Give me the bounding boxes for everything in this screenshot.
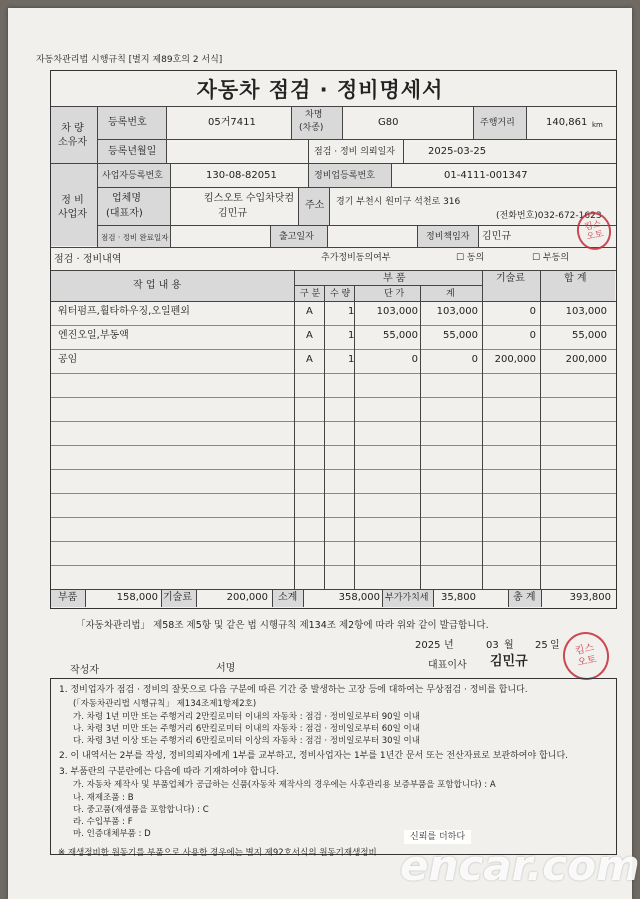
table-rule xyxy=(51,397,616,398)
model-label: 차명 xyxy=(305,110,323,120)
row-qty: 1 xyxy=(348,306,355,317)
note-line: 3. 부품란의 구분란에는 다음에 따라 기재하여야 합니다. xyxy=(59,767,279,777)
row-labor: 0 xyxy=(529,330,536,341)
table-rule xyxy=(51,373,616,374)
note-line: 라. 수입부품 : F xyxy=(73,817,133,827)
shopno-label: 정비업등록번호 xyxy=(314,171,375,181)
row-labor: 200,000 xyxy=(494,354,536,365)
release-date-label: 출고일자 xyxy=(279,232,314,242)
note-line: 마. 인증대체부품 : D xyxy=(73,829,151,839)
table-rule xyxy=(51,565,616,566)
header-type: 구 분 xyxy=(300,289,321,299)
date-year-unit: 년 xyxy=(444,640,454,651)
extra-consent-label: 추가정비동의여부 xyxy=(321,253,391,263)
address-label: 주소 xyxy=(305,200,325,211)
date-month-unit: 월 xyxy=(504,640,514,651)
bizno-label: 사업자등록번호 xyxy=(102,171,163,181)
note-line: 1. 정비업자가 점검 · 정비의 잘못으로 다음 구분에 따른 기간 중 발생하는 고장 등에 대하여는 무상점검 · 정비를 합니다. xyxy=(59,685,528,695)
model-value: G80 xyxy=(378,117,399,128)
row-total: 200,000 xyxy=(565,354,607,365)
company-label: 업체명 xyxy=(112,193,141,204)
header-labor: 기술료 xyxy=(496,273,525,284)
note-line: 다. 차령 3년 이상 또는 주행거리 6만킬로미터 이상의 자동차 : 점검 · 정비일로부터 30일 이내 xyxy=(73,736,420,746)
company-seal-stamp: 킴스 오토 xyxy=(573,209,614,253)
summary-total-value: 393,800 xyxy=(569,592,611,603)
inspection-form-sheet xyxy=(8,8,632,899)
date-day-unit: 일 xyxy=(550,640,560,651)
phone-value: (전화번호)032-672-1623 xyxy=(496,211,602,221)
row-total: 55,000 xyxy=(572,330,607,341)
form-caption: 자동차관리법 시행규칙 [별지 제89호의 2 서식] xyxy=(36,55,223,65)
bizno-value: 130-08-82051 xyxy=(206,170,277,181)
owner-section-label: 차 량 소유자 xyxy=(58,123,87,148)
writer-sign-label: 서명 xyxy=(216,663,236,674)
shopno-value: 01-4111-001347 xyxy=(444,170,528,181)
manager-value: 김민규 xyxy=(482,231,511,242)
summary-subtotal-value: 358,000 xyxy=(338,592,380,603)
summary-subtotal-label: 소계 xyxy=(278,592,298,603)
row-subtotal: 0 xyxy=(471,354,478,365)
table-rule xyxy=(51,517,616,518)
header-qty: 수 량 xyxy=(330,289,351,299)
row-unit-price: 55,000 xyxy=(383,330,418,341)
row-qty: 1 xyxy=(348,330,355,341)
header-parts: 부 품 xyxy=(383,273,406,284)
manager-label: 정비책임자 xyxy=(426,232,470,242)
row-subtotal: 103,000 xyxy=(436,306,478,317)
note-line: (「자동차관리법 시행규칙」 제134조제1항제2호) xyxy=(73,699,257,709)
details-label: 점검 · 정비내역 xyxy=(54,254,122,265)
row-work: 엔진오일,부동액 xyxy=(58,330,129,341)
reg-no-label: 등록번호 xyxy=(108,117,147,128)
header-total: 합 계 xyxy=(564,273,587,284)
row-qty: 1 xyxy=(348,354,355,365)
representative-label: (대표자) xyxy=(106,208,143,219)
mileage-unit: km xyxy=(592,121,603,129)
company-name: 킴스오토 수입차닷컴 xyxy=(204,193,295,204)
row-total: 103,000 xyxy=(565,306,607,317)
date-year: 2025 xyxy=(415,640,441,651)
row-labor: 0 xyxy=(529,306,536,317)
row-work: 워터펌프,휠타하우징,오일펜외 xyxy=(58,306,190,317)
consent-yes-checkbox: ☐ 동의 xyxy=(456,253,485,263)
table-rule xyxy=(51,349,616,350)
header-subtotal: 계 xyxy=(446,289,455,299)
table-rule xyxy=(51,421,616,422)
writer-label: 작성자 xyxy=(70,665,99,676)
row-type: A xyxy=(306,330,313,341)
consent-no-checkbox: ☐ 부동의 xyxy=(532,253,570,263)
note-line: ※ 재생정비한 원동기를 부품으로 사용한 경우에는 별지 제92호서식의 원동기재생정비 xyxy=(58,848,377,858)
representative-title: 대표이사 xyxy=(428,660,467,671)
table-rule xyxy=(51,445,616,446)
shop-section-label: 정 비 사업자 xyxy=(58,195,87,220)
header-unit-price: 단 가 xyxy=(384,289,405,299)
row-type: A xyxy=(306,354,313,365)
summary-parts-label: 부품 xyxy=(58,592,78,603)
row-type: A xyxy=(306,306,313,317)
note-line: 다. 중고품(재생품을 포함합니다) : C xyxy=(73,805,209,815)
mileage-label: 주행거리 xyxy=(480,118,515,128)
table-rule xyxy=(51,325,616,326)
address-value: 경기 부천시 원미구 석천로 316 xyxy=(336,197,461,207)
complete-date-label: 점검 · 정비 완료일자 xyxy=(101,233,169,242)
summary-parts-value: 158,000 xyxy=(116,592,158,603)
note-line: 가. 자동차 제작사 및 부품업체가 공급하는 신품(자동차 제작사의 경우에는 사후관리용 보증부품을 포함합니다) : A xyxy=(73,780,496,790)
table-rule xyxy=(51,541,616,542)
representative-seal-stamp: 킴스 오토 xyxy=(559,628,614,685)
date-month: 03 xyxy=(486,640,499,651)
reg-date-label: 등록년월일 xyxy=(108,146,157,157)
row-work: 공임 xyxy=(58,354,78,365)
encar-watermark: encar.com xyxy=(400,841,640,890)
note-line: 나. 재제조품 : B xyxy=(73,793,134,803)
note-line: 나. 차령 3년 미만 또는 주행거리 6만킬로미터 이내의 자동차 : 점검 · 정비일로부터 60일 이내 xyxy=(73,724,420,734)
table-rule xyxy=(51,493,616,494)
summary-total-label: 총 계 xyxy=(513,592,536,603)
representative-signature: 김민규 xyxy=(490,654,528,669)
notes-box xyxy=(50,678,617,855)
row-subtotal: 55,000 xyxy=(443,330,478,341)
issue-statement: 「자동차관리법」 제58조 제5항 및 같은 법 시행규칙 제134조 제2항에 따라 위와 같이 발급합니다. xyxy=(76,620,489,631)
watermark-tagline: 신뢰를 더하다 xyxy=(404,830,471,844)
date-day: 25 xyxy=(535,640,548,651)
note-line: 가. 차령 1년 미만 또는 주행거리 2만킬로미터 이내의 자동차 : 점검 · 정비일로부터 90일 이내 xyxy=(73,712,420,722)
note-line: 2. 이 내역서는 2부를 작성, 정비의뢰자에게 1부를 교부하고, 정비사업자는 1부를 1년간 문서 또는 전산자료로 보관하여야 합니다. xyxy=(59,751,568,761)
summary-vat-label: 부가가치세 xyxy=(385,593,429,603)
row-unit-price: 0 xyxy=(411,354,418,365)
model-type-label: (차종) xyxy=(299,123,324,133)
summary-vat-value: 35,800 xyxy=(441,592,476,603)
summary-labor-label: 기술료 xyxy=(163,592,192,603)
request-date-value: 2025-03-25 xyxy=(428,146,487,157)
header-work: 작 업 내 용 xyxy=(133,280,182,291)
reg-no-value: 05거7411 xyxy=(208,117,256,128)
table-rule xyxy=(51,469,616,470)
summary-labor-value: 200,000 xyxy=(226,592,268,603)
row-unit-price: 103,000 xyxy=(376,306,418,317)
representative-name: 김민규 xyxy=(218,208,247,219)
request-date-label: 점검 · 정비 의뢰일자 xyxy=(314,147,395,157)
mileage-value: 140,861 xyxy=(546,117,588,128)
form-title: 자동차 점검 · 정비명세서 xyxy=(196,78,444,102)
